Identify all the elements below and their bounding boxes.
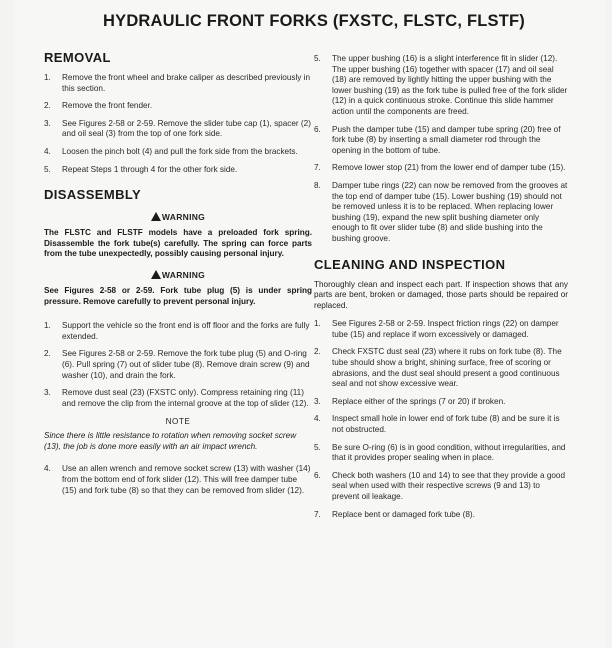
right-column: [314, 54, 568, 520]
warning-label: WARNING: [44, 270, 312, 280]
warning-triangle-icon: [151, 212, 161, 221]
warning-triangle-icon: [151, 270, 161, 279]
warning-label: WARNING: [44, 212, 312, 222]
list-item: 7. Replace bent or damaged fork tube (8).: [314, 509, 475, 519]
left-column: [44, 50, 312, 496]
list-item: 3. Remove dust seal (23) (FXSTC only). Compress retaining ring (11) and remove the clip from the internal groove at the top of slider (12).: [44, 388, 309, 408]
cleaning-steps: [314, 319, 568, 520]
cleaning-intro: Thoroughly clean and inspect each part. If inspection shows that any parts are bent, broken or damaged, those parts should be repaired or replaced.: [314, 279, 568, 310]
manual-page: [14, 0, 606, 648]
list-item: 5. Repeat Steps 1 through 4 for the other fork side.: [44, 164, 238, 174]
removal-steps: [44, 73, 312, 175]
list-item: 4. Inspect small hole in lower end of fork tube (8) and be sure it is not obstructed.: [314, 414, 560, 435]
removal-heading: REMOVAL: [44, 50, 111, 65]
list-item: 3. Replace either of the springs (7 or 20) if broken.: [314, 396, 506, 406]
list-item: 1. Remove the front wheel and brake caliper as described previously in this section.: [44, 73, 311, 93]
list-item: 6. Check both washers (10 and 14) to see that they provide a good seal when used with their respective screws (9 and 13) to prevent oil leakage.: [314, 470, 566, 501]
list-item: 7. Remove lower stop (21) from the lower end of damper tube (15).: [314, 163, 566, 173]
list-item: 1. Support the vehicle so the front end is off floor and the forks are fully extended.: [44, 321, 310, 341]
list-item: 8. Damper tube rings (22) can now be removed from the grooves at the top end of damper tube (15). Lower bushing (19) should not be removed unless it is to be replaced. When replacing lower bushing (19), expand the new split bushing diameter only enough to fit over slider tube (8) and slide bushing into the bushing groove.: [314, 180, 568, 243]
list-item: 3. See Figures 2-58 or 2-59. Remove the slider tube cap (1), spacer (2) and oil seal (3) from the top of one fork side.: [44, 118, 311, 139]
list-item: 4. Loosen the pinch bolt (4) and pull the fork side from the brackets.: [44, 146, 298, 156]
page-title: HYDRAULIC FRONT FORKS (FXSTC, FLSTC, FLSTF): [103, 12, 525, 30]
disassembly-steps: [44, 321, 312, 409]
disassembly-heading: DISASSEMBLY: [44, 187, 142, 203]
list-item: 5. Be sure O-ring (6) is in good condition, without irregularities, and that it provides proper sealing when in place.: [314, 442, 566, 463]
list-item: 2. Remove the front fender.: [44, 101, 153, 111]
note-label: NOTE: [165, 417, 191, 427]
list-item: 1. See Figures 2-58 or 2-59. Inspect friction rings (22) on damper tube (15) and replace if worn excessively or damaged.: [314, 319, 559, 339]
list-item: 6. Push the damper tube (15) and damper tube spring (20) free of fork tube (8) by inserting a small diameter rod through the opening in the bottom of tube.: [314, 124, 561, 155]
cleaning-heading: CLEANING AND INSPECTION: [314, 256, 506, 272]
warning-text: The FLSTC and FLSTF models have a preloaded fork spring. Disassemble the fork tube(s) carefully. The spring can force parts from the tube unexpectedly, possibly causing personal injury.: [44, 228, 312, 259]
list-item: 2. See Figures 2-58 or 2-59. Remove the fork tube plug (5) and O-ring (6). Pull spring (7) out of slider tube (8). Remove drain screw (9) and washer (10), and drain the fork.: [44, 349, 310, 380]
list-item: 4. Use an allen wrench and remove socket screw (13) with washer (14) from the bottom end of fork slider (12). This will free damper tube (15) and fork tube (8) so that they can be removed from slider (12).: [44, 464, 311, 495]
note-text: Since there is little resistance to rotation when removing socket screw (13), the job is done more easily with an air impact wrench.: [44, 431, 297, 451]
warning-text: See Figures 2-58 or 2-59. Fork tube plug (5) is under spring pressure. Remove carefully to prevent personal injury.: [44, 285, 312, 306]
list-item: 5. The upper bushing (16) is a slight interference fit in slider (12). The upper bushing (16) together with spacer (17) and oil seal (18) are removed by lightly hitting the upper bushing with the lower bushing (19) as the fork tube is pulled free of the fork slider (12) in a quick continuous stroke. Continue this slide hammer action until the components are freed.: [314, 54, 568, 116]
list-item: 2. Check FXSTC dust seal (23) where it rubs on fork tube (8). The tube should show a bright, shining surface, free of scoring or abrasions, and the dust seal should present a good continuous seal and not show excessive wear.: [314, 347, 562, 389]
